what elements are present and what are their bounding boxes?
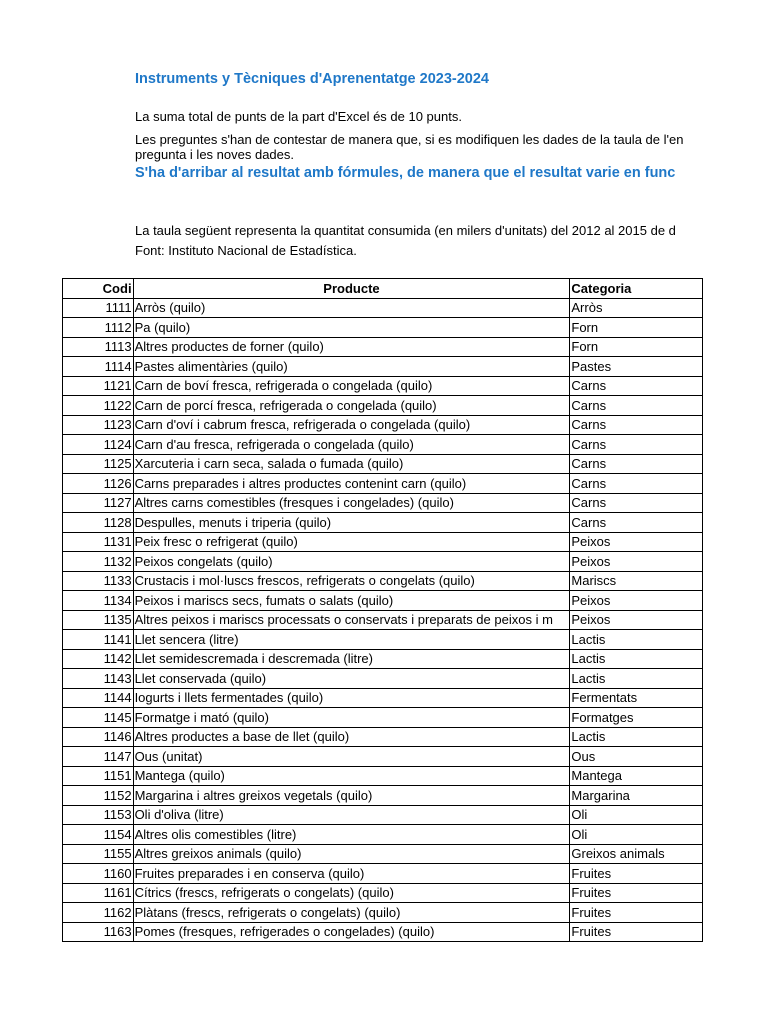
table-row (63, 337, 703, 357)
cell-product[interactable]: Altres carns comestibles (fresques i congelades) (quilo) (133, 493, 570, 513)
cell-product[interactable]: Formatge i mató (quilo) (133, 708, 570, 728)
cell-product[interactable]: Altres greixos animals (quilo) (133, 844, 570, 864)
cell-product[interactable]: Peixos congelats (quilo) (133, 552, 570, 572)
cell-product[interactable]: Llet conservada (quilo) (133, 669, 570, 689)
cell-product[interactable]: Pastes alimentàries (quilo) (133, 357, 570, 377)
table-row (63, 610, 703, 630)
cell-product[interactable]: Altres productes a base de llet (quilo) (133, 727, 570, 747)
cell-code[interactable]: 1114 (63, 357, 134, 377)
cell-code[interactable]: 1146 (63, 727, 134, 747)
cell-code[interactable]: 1143 (63, 669, 134, 689)
table-row (63, 903, 703, 923)
cell-product[interactable]: Altres olis comestibles (litre) (133, 825, 570, 845)
cell-product[interactable]: Xarcuteria i carn seca, salada o fumada (quilo) (133, 454, 570, 474)
cell-code[interactable]: 1127 (63, 493, 134, 513)
cell-category[interactable]: Ous (570, 747, 703, 767)
cell-product[interactable]: Carn de porcí fresca, refrigerada o congelada (quilo) (133, 396, 570, 416)
cell-product[interactable]: Llet sencera (litre) (133, 630, 570, 650)
cell-product[interactable]: Peix fresc o refrigerat (quilo) (133, 532, 570, 552)
cell-category[interactable]: Carns (570, 376, 703, 396)
cell-product[interactable]: Llet semidescremada i descremada (litre) (133, 649, 570, 669)
table-row (63, 844, 703, 864)
cell-code[interactable]: 1112 (63, 318, 134, 338)
table-row (63, 727, 703, 747)
table-row (63, 883, 703, 903)
cell-code[interactable]: 1128 (63, 513, 134, 533)
cell-category[interactable]: Fruites (570, 883, 703, 903)
cell-product[interactable]: Plàtans (frescs, refrigerats o congelats) (quilo) (133, 903, 570, 923)
cell-code[interactable]: 1125 (63, 454, 134, 474)
cell-product[interactable]: Carns preparades i altres productes contenint carn (quilo) (133, 474, 570, 494)
cell-product[interactable]: Mantega (quilo) (133, 766, 570, 786)
intro-instructions-text: Les preguntes s'han de contestar de manera que, si es modifiquen les dades de la taula de l'en (135, 132, 684, 147)
table-row (63, 669, 703, 689)
cell-code[interactable]: 1132 (63, 552, 134, 572)
cell-category[interactable]: Mariscs (570, 571, 703, 591)
table-row (63, 474, 703, 494)
cell-product[interactable]: Margarina i altres greixos vegetals (quilo) (133, 786, 570, 806)
intro-points-text: La suma total de punts de la part d'Excel és de 10 punts. (135, 109, 462, 124)
cell-category[interactable]: Peixos (570, 610, 703, 630)
table-row (63, 786, 703, 806)
cell-code[interactable]: 1151 (63, 766, 134, 786)
cell-code[interactable]: 1162 (63, 903, 134, 923)
cell-category[interactable]: Lactis (570, 727, 703, 747)
table-row (63, 396, 703, 416)
cell-category[interactable]: Carns (570, 396, 703, 416)
cell-category[interactable]: Lactis (570, 630, 703, 650)
table-row (63, 591, 703, 611)
cell-category[interactable]: Fruites (570, 903, 703, 923)
cell-product[interactable]: Altres peixos i mariscs processats o conservats i preparats de peixos i m (133, 610, 570, 630)
table-row (63, 688, 703, 708)
cell-code[interactable]: 1163 (63, 922, 134, 942)
cell-category[interactable]: Lactis (570, 649, 703, 669)
cell-product[interactable]: Peixos i mariscs secs, fumats o salats (quilo) (133, 591, 570, 611)
cell-category[interactable]: Forn (570, 337, 703, 357)
table-body (63, 298, 703, 942)
cell-category[interactable]: Mantega (570, 766, 703, 786)
cell-product[interactable]: Despulles, menuts i triperia (quilo) (133, 513, 570, 533)
table-row (63, 630, 703, 650)
cell-category[interactable]: Oli (570, 825, 703, 845)
formula-requirement-text: S'ha d'arribar al resultat amb fórmules, de manera que el resultat varie en func (135, 165, 676, 181)
cell-category[interactable]: Fruites (570, 922, 703, 942)
table-row (63, 766, 703, 786)
table-row (63, 415, 703, 435)
cell-code[interactable]: 1152 (63, 786, 134, 806)
source-text: Font: Instituto Nacional de Estadística. (135, 243, 357, 258)
cell-category[interactable]: Pastes (570, 357, 703, 377)
cell-product[interactable]: Altres productes de forner (quilo) (133, 337, 570, 357)
cell-product[interactable]: Pomes (fresques, refrigerades o congelades) (quilo) (133, 922, 570, 942)
cell-product[interactable]: Iogurts i llets fermentades (quilo) (133, 688, 570, 708)
table-row (63, 435, 703, 455)
cell-code[interactable]: 1144 (63, 688, 134, 708)
cell-product[interactable]: Fruites preparades i en conserva (quilo) (133, 864, 570, 884)
cell-product[interactable]: Oli d'oliva (litre) (133, 805, 570, 825)
cell-code[interactable]: 1133 (63, 571, 134, 591)
cell-category[interactable]: Greixos animals (570, 844, 703, 864)
table-row (63, 552, 703, 572)
cell-code[interactable]: 1122 (63, 396, 134, 416)
cell-product[interactable]: Carn de boví fresca, refrigerada o congelada (quilo) (133, 376, 570, 396)
table-row (63, 493, 703, 513)
table-row (63, 513, 703, 533)
cell-category[interactable]: Carns (570, 493, 703, 513)
cell-code[interactable]: 1160 (63, 864, 134, 884)
table-row (63, 357, 703, 377)
cell-code[interactable]: 1145 (63, 708, 134, 728)
table-row (63, 318, 703, 338)
cell-code[interactable]: 1155 (63, 844, 134, 864)
cell-code[interactable]: 1161 (63, 883, 134, 903)
cell-category[interactable]: Arròs (570, 298, 703, 318)
cell-code[interactable]: 1154 (63, 825, 134, 845)
table-row (63, 864, 703, 884)
table-row (63, 922, 703, 942)
cell-code[interactable]: 1113 (63, 337, 134, 357)
cell-category[interactable]: Formatges (570, 708, 703, 728)
table-row (63, 571, 703, 591)
table-row (63, 532, 703, 552)
cell-code[interactable]: 1124 (63, 435, 134, 455)
column-header-category[interactable]: Categoria (570, 279, 703, 299)
cell-code[interactable]: 1142 (63, 649, 134, 669)
table-row (63, 747, 703, 767)
cell-category[interactable]: Carns (570, 513, 703, 533)
cell-product[interactable]: Ous (unitat) (133, 747, 570, 767)
cell-code[interactable]: 1123 (63, 415, 134, 435)
cell-product[interactable]: Pa (quilo) (133, 318, 570, 338)
cell-code[interactable]: 1134 (63, 591, 134, 611)
cell-code[interactable]: 1131 (63, 532, 134, 552)
table-description-text: La taula següent representa la quantitat consumida (en milers d'unitats) del 2012 al 2015 de d (135, 223, 676, 238)
cell-category[interactable]: Peixos (570, 552, 703, 572)
cell-product[interactable]: Carn d'oví i cabrum fresca, refrigerada o congelada (quilo) (133, 415, 570, 435)
cell-category[interactable]: Lactis (570, 669, 703, 689)
table-row (63, 298, 703, 318)
cell-product[interactable]: Arròs (quilo) (133, 298, 570, 318)
cell-code[interactable]: 1153 (63, 805, 134, 825)
cell-product[interactable]: Cítrics (frescs, refrigerats o congelats) (quilo) (133, 883, 570, 903)
table-header-row (63, 279, 703, 299)
cell-category[interactable]: Fruites (570, 864, 703, 884)
cell-category[interactable]: Peixos (570, 532, 703, 552)
cell-code[interactable]: 1126 (63, 474, 134, 494)
cell-code[interactable]: 1147 (63, 747, 134, 767)
cell-code[interactable]: 1121 (63, 376, 134, 396)
table-row (63, 825, 703, 845)
cell-category[interactable]: Carns (570, 474, 703, 494)
cell-product[interactable]: Carn d'au fresca, refrigerada o congelada (quilo) (133, 435, 570, 455)
products-table (62, 278, 703, 942)
column-header-code[interactable]: Codi (63, 279, 134, 299)
cell-code[interactable]: 1141 (63, 630, 134, 650)
cell-code[interactable]: 1135 (63, 610, 134, 630)
cell-category[interactable]: Carns (570, 435, 703, 455)
cell-category[interactable]: Peixos (570, 591, 703, 611)
table-row (63, 454, 703, 474)
cell-category[interactable]: Oli (570, 805, 703, 825)
column-header-product[interactable]: Producte (133, 279, 570, 299)
document-title: Instruments y Tècniques d'Aprenentatge 2023-2024 (135, 71, 489, 87)
cell-category[interactable]: Carns (570, 415, 703, 435)
intro-instructions-continuation: pregunta i les noves dades. (135, 147, 294, 162)
cell-product[interactable]: Crustacis i mol·luscs frescos, refrigerats o congelats (quilo) (133, 571, 570, 591)
cell-category[interactable]: Carns (570, 454, 703, 474)
table-row (63, 649, 703, 669)
table-row (63, 805, 703, 825)
cell-category[interactable]: Margarina (570, 786, 703, 806)
table-row (63, 376, 703, 396)
cell-category[interactable]: Forn (570, 318, 703, 338)
table-row (63, 708, 703, 728)
cell-category[interactable]: Fermentats (570, 688, 703, 708)
cell-code[interactable]: 1111 (63, 298, 134, 318)
